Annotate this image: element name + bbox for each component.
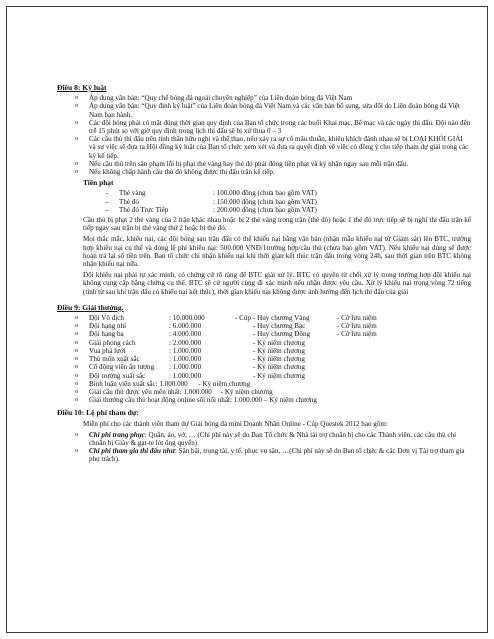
list-item: o Các cầu thủ thi đấu trên tinh thần hữu nghị và thể thao, nếu xảy ra sự cố mâu thuẫn, khiêu khích đánh nhau sẽ bị LOẠI KHỎI GIẢI và sự việc sẽ đưa ra Hội đồng kỷ luật của Ban tổ chức xem xét và đưa ra quyết định về việc có đồng ý cho tiếp tham dự giải trong các kỳ kế tiếp.: [75, 135, 471, 160]
prize-item: o Bình luận viên xuất sắc: 1.000.000 - Kỷ niệm chương: [75, 380, 471, 388]
list-item: o Nếu cầu thủ trên sân phạm lỗi bị phạt thẻ vàng hay thẻ đỏ phải đóng tiền phạt và ký nhận ngay sau mỗi trận đấu.: [75, 160, 471, 168]
prize-item: o Đội hạng nhì : 6.000.000 - Huy chương Bạc - Cờ lưu niệm: [75, 322, 471, 330]
paragraph-verification: Đội khiếu nại phải tự xác minh, có chứng cứ rõ ràng để BTC giải xử lý. BTC có quyền từ chối xử lý trong trường hợp đội khiếu nại không cung cấp bằng chứng cụ thể. BTC sẽ cử người cùng đi xác minh nếu nhận được yêu cầu. Xử lý khiếu nại trong vòng 72 tiếng (tính từ sau khi trận đấu có khiếu nại kết thúc), thời gian khiếu nại không được ảnh hưởng đến lịch thi đấu của giải: [83, 271, 471, 296]
article-8-list: [65, 94, 471, 176]
prize-item: o Giải cầu thủ được yêu mến nhất: 1.000.000 - Kỷ niệm chương: [75, 388, 471, 396]
prize-item: o Cổ động viên ấn tượng : 1.000.000 - Kỷ niệm chương: [75, 363, 471, 371]
list-item: o Chi phí trang phục: Quần, áo, vớ, … (Chi phí này sẽ do Ban Tổ chức & Nhà tài trợ chuẩn bị cho các Thành viên, các cầu thủ chỉ chuẩn bị Giày & gạt-te lót ống quyển): [75, 431, 471, 447]
list-item: o Các đội bóng phải có mặt đúng thời gian quy định của Ban tổ chức trong các buổi Khai mạc, Bế mạc và các ngày thi đấu. Đội nào đến trễ 15 phút so với giờ quy định trong lịch thi đấu sẽ bị xử thua 0 – 3: [75, 119, 471, 135]
document-body: [57, 83, 471, 464]
prize-item: o Thủ môn xuất sắc : 1.000.000 - Kỷ niệm chương: [75, 355, 471, 363]
prize-item: o Đội Vô địch : 10.000.000 - Cúp - Huy chương Vàng - Cờ lưu niệm: [75, 314, 471, 322]
fine-row: – Thẻ vàng : 100.000 đồng (chưa bao gồm VAT): [105, 189, 317, 198]
document-page: [6, 6, 488, 633]
list-item: o Nếu không chấp hành cầu thủ đó không được thi đấu trận kế tiếp.: [75, 168, 471, 176]
fee-exemption-list: [65, 431, 471, 464]
article-9-heading: Điều 9: Giải thưởng.: [57, 302, 124, 312]
prize-item: o Giải thưởng cầu thủ hoạt động online sôi nổi nhất: 1.000.000 – Kỷ niệm chương: [75, 396, 471, 404]
fine-heading: Tiền phạt: [83, 178, 114, 188]
list-item: o Áp dụng văn bản: “Quy định kỷ luật” của Liên đoàn bóng đá Việt Nam và các văn bản bổ sung, sửa đổi do Liên đoàn bóng đá Việt Nam ban hành.: [75, 102, 471, 118]
fine-table: [105, 189, 471, 214]
article-10-intro: Miễn phí cho các thành viên tham dự Giải bóng đá mini Doanh Nhân Online - Cúp Questek 2012 bao gồm:: [83, 419, 388, 428]
prize-item: o Giải phong cách : 2.000.000 - Kỷ niệm chương: [75, 339, 471, 347]
prize-item: o Đội hạng ba : 4.000.000 - Huy chương Đồng - Cờ lưu niệm: [75, 330, 471, 338]
list-item: o Chi phí tham gia thi đấu như: Sân bãi, trọng tài, y tế, phục vụ sân, …(Chi phí này sẽ do Ban tổ chức & các Đơn vị Tài trợ tham gia phụ trách).: [75, 447, 471, 463]
fine-row: – Thẻ đỏ Trực Tiếp : 200.000 đồng (chưa bao gồm VAT): [105, 205, 317, 214]
article-10-heading: Điều 10: Lệ phí tham dự:: [57, 408, 139, 418]
prize-list: [65, 314, 471, 404]
prize-item: o Vua phá lưới : 1.000.000 - Kỷ niệm chương: [75, 347, 471, 355]
article-8-heading: Điều 8: Kỷ luật: [57, 83, 107, 92]
prize-item: o Đội trưởng xuất sắc : 1.000.000 - Kỷ niệm chương: [75, 372, 471, 380]
list-item: o Áp dụng văn bản: “Quy chế bóng đá ngoài chuyên nghiệp” của Liên đoàn bóng đá Việt Nam: [75, 94, 471, 102]
fine-row: – Thẻ đỏ : 150.000 đồng (chưa bao gồm VAT): [105, 197, 317, 206]
paragraph-complaint: Mọi thắc mắc, khiếu nại, các đội bóng sau trận đấu có thể khiếu nại bằng văn bản (nhận mẫu khiếu nại từ Giám sát) lên BTC, trường hợp khiếu nại cụ thể và đóng lệ phí khiếu nại: 500.000 VNĐ/1trường hợp/cầu thủ (chưa bao gồm VAT). Nếu khiếu nại đúng sẽ được hoàn trả lại số tiền trên. Ban tổ chức chỉ nhận khiếu nại khi thời gian kết thúc trận đấu trong vòng 24h, sau thời gian trên BTC không nhận khiếu nại nữa.: [83, 235, 471, 269]
paragraph-suspension: Cầu thủ bị phạt 2 thẻ vàng của 2 trận khác nhau hoặc bị 2 thẻ vàng trong trận (thẻ đỏ) hoặc 1 thẻ đỏ trực tiếp sẽ bị nghỉ thi đấu trận kế tiếp ngay sau trận bị thẻ vàng thứ 2 hoặc bị thẻ đỏ.: [83, 216, 471, 233]
